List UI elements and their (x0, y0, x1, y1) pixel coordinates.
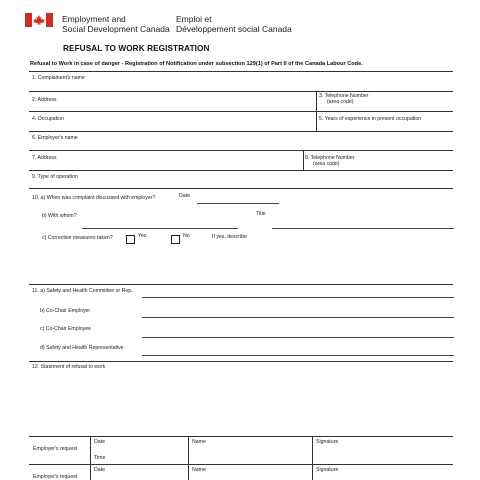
co-chair-employer-input[interactable] (142, 317, 454, 318)
signature-col-divider (188, 436, 189, 480)
department-name-french (176, 14, 292, 34)
request-signature-field-2[interactable]: Signature (316, 467, 339, 473)
complaint-date-label: Date (179, 193, 190, 199)
column-divider (316, 91, 317, 131)
employers-request-label-2: Employer's request (33, 474, 78, 480)
years-experience-field[interactable]: 5. Years of experience in present occupation (319, 116, 422, 122)
signature-table-divider (29, 464, 453, 465)
employers-request-label: Employer's request (33, 446, 78, 452)
row-divider (29, 284, 453, 285)
request-name-field-2[interactable]: Name (192, 467, 206, 473)
complainant-name-field[interactable]: 1. Complainant's name (32, 75, 85, 81)
complainant-phone-area-label: (area code) (327, 99, 354, 105)
safety-health-rep-label: d) Safety and Health Representative (40, 345, 124, 351)
occupation-field[interactable]: 4. Occupation (32, 116, 65, 122)
complainant-phone-field[interactable]: 3. Telephone Number (319, 93, 369, 99)
statement-of-refusal-input[interactable] (29, 372, 453, 434)
safety-health-rep-input[interactable] (142, 355, 454, 356)
signature-table-top (29, 436, 453, 437)
request-name-field[interactable]: Name (192, 439, 206, 445)
employer-name-field[interactable]: 6. Employer's name (32, 135, 78, 141)
request-date-field[interactable]: Date (94, 439, 105, 445)
form-title: REFUSAL TO WORK REGISTRATION (63, 44, 210, 53)
co-chair-employee-label: c) Co-Chair Employee (40, 326, 92, 332)
column-divider (303, 150, 304, 170)
no-label: No (183, 233, 190, 239)
department-name-english-line2: Social Development Canada (62, 24, 170, 34)
safety-committee-input[interactable] (142, 297, 454, 298)
statement-of-refusal-label: 12. Statement of refusal to work (32, 364, 106, 370)
form-subtitle: Refusal to Work in case of danger - Registration of Notification under subsection 129(1) of Part II of the Canada Labour Code. (30, 61, 363, 67)
row-divider (29, 91, 453, 92)
title-label: Title (256, 211, 266, 217)
with-whom-label: b) With whom? (42, 213, 77, 219)
yes-label: Yes (138, 233, 147, 239)
request-signature-field[interactable]: Signature (316, 439, 339, 445)
row-divider (29, 170, 453, 171)
safety-committee-label: 11. a) Safety and Health Committee or Rep. (32, 288, 133, 294)
canada-flag-logo (25, 13, 53, 27)
row-divider (29, 188, 453, 189)
row-divider (29, 150, 453, 151)
complaint-date-input[interactable] (197, 203, 279, 204)
corrective-measures-yes-checkbox[interactable] (126, 235, 135, 244)
row-divider (29, 131, 453, 132)
complaint-discussed-label: 10. a) When was complaint discussed with employer? (32, 195, 156, 201)
if-yes-describe-label: If yes, describe (212, 234, 247, 240)
department-name-french-line2: Développement social Canada (176, 24, 292, 34)
title-input[interactable] (272, 228, 454, 229)
corrective-measures-no-checkbox[interactable] (171, 235, 180, 244)
department-name-french-line1: Emploi et (176, 14, 212, 24)
employer-phone-field[interactable]: 8. Telephone Number (305, 155, 355, 161)
with-whom-input[interactable] (82, 228, 238, 229)
complainant-address-field[interactable]: 2. Address (32, 97, 57, 103)
request-date-field-2[interactable]: Date (94, 467, 105, 473)
request-time-field[interactable]: Time (94, 455, 106, 461)
signature-col-divider (90, 436, 91, 480)
row-divider (29, 71, 453, 72)
row-divider (29, 361, 453, 362)
co-chair-employee-input[interactable] (142, 337, 454, 338)
co-chair-employer-label: b) Co-Chair Employer (40, 308, 91, 314)
department-name-english (62, 14, 170, 34)
row-divider (29, 111, 453, 112)
type-of-operation-field[interactable]: 9. Type of operation (32, 174, 78, 180)
employer-address-field[interactable]: 7. Address (32, 155, 57, 161)
corrective-measures-label: c) Corrective measures taken? (42, 235, 113, 241)
employer-phone-area-label: (area code) (313, 161, 340, 167)
department-name-english-line1: Employment and (62, 14, 126, 24)
signature-col-divider (312, 436, 313, 480)
